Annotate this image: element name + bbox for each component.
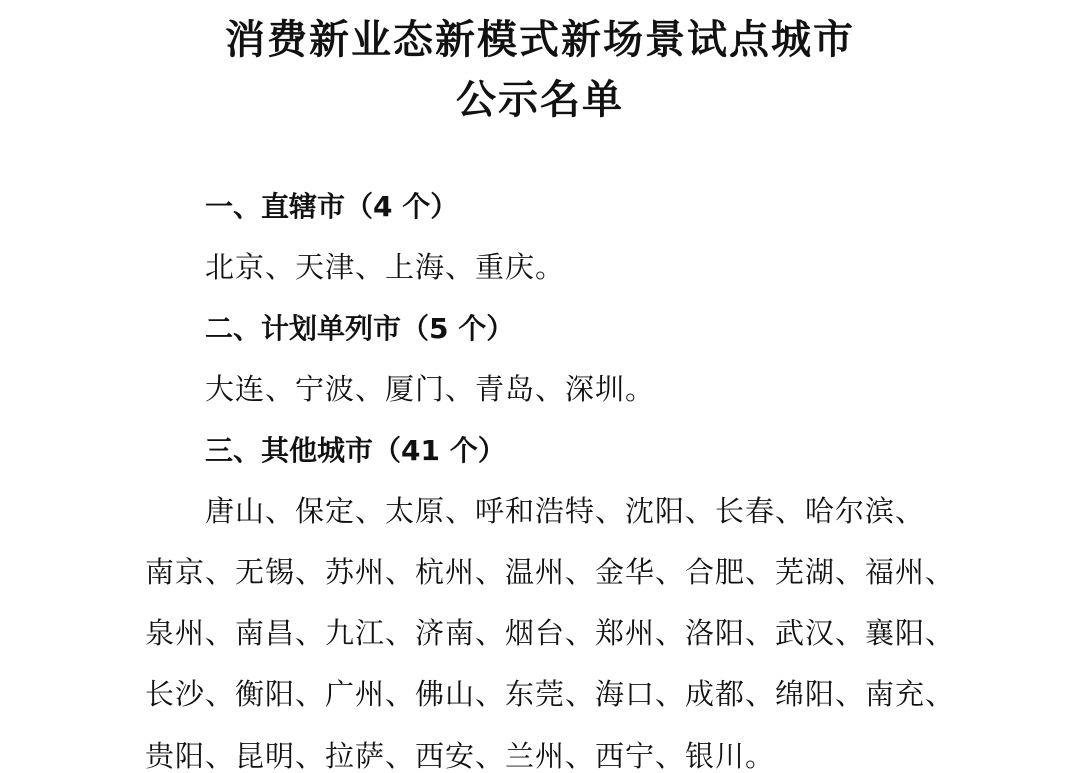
document-body [0,176,1080,771]
document-title [0,0,1080,130]
city-list-line: 长沙、衡阳、广州、佛山、东莞、海口、成都、绵阳、南充、 [145,677,956,711]
city-list-line: 泉州、南昌、九江、济南、烟台、郑州、洛阳、武汉、襄阳、 [145,616,956,650]
city-list-line: 北京、天津、上海、重庆。 [205,250,566,284]
section-heading-other-cities: 三、其他城市（41 个） [205,434,506,467]
section-heading-municipalities: 一、直辖市（4 个） [205,190,459,223]
section-heading-separately-planned-cities: 二、计划单列市（5 个） [205,312,515,345]
title-line-2: 公示名单 [456,76,624,123]
city-list-line: 唐山、保定、太原、呼和浩特、沈阳、长春、哈尔滨、 [205,494,926,528]
city-list-line: 贵阳、昆明、拉萨、西安、兰州、西宁、银川。 [145,739,776,773]
city-list-line: 大连、宁波、厦门、青岛、深圳。 [205,372,656,406]
title-line-1: 消费新业态新模式新场景试点城市 [225,16,855,63]
city-list-line: 南京、无锡、苏州、杭州、温州、金华、合肥、芜湖、福州、 [145,555,956,589]
